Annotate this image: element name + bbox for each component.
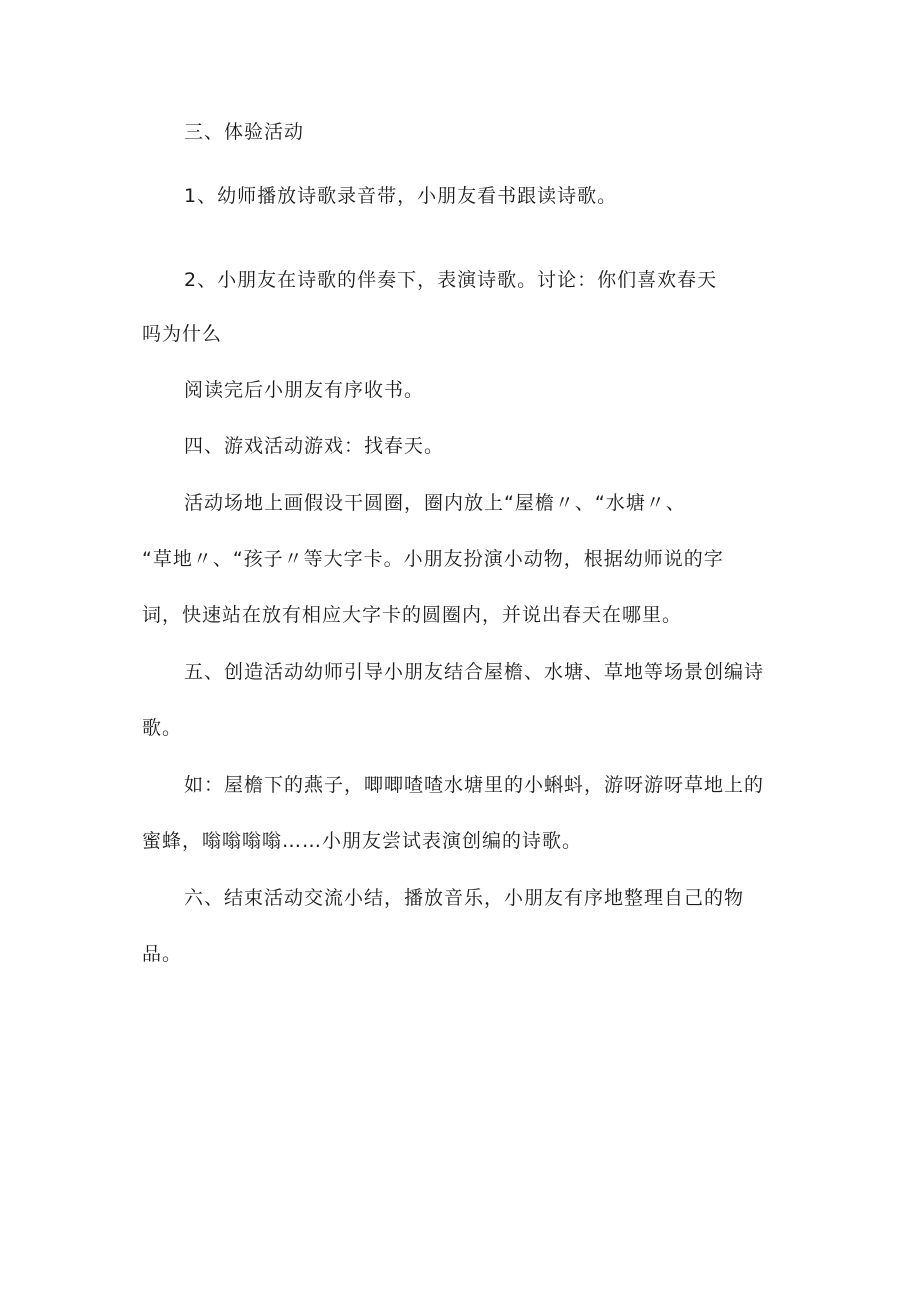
paragraph-line: 如：屋檐下的燕子，唧唧喳喳水塘里的小蝌蚪，游呀游呀草地上的 xyxy=(184,774,765,796)
paragraph-line: 活动场地上画假设干圆圈，圈内放上“屋檐〃、“水塘〃、 xyxy=(184,492,686,514)
paragraph-line: 阅读完后小朋友有序收书。 xyxy=(184,379,425,401)
section-heading-experience: 三、体验活动 xyxy=(184,121,305,143)
section-heading-game: 四、游戏活动游戏：找春天。 xyxy=(184,435,445,457)
paragraph-line: “草地〃、“孩子〃等大字卡。小朋友扮演小动物，根据幼师说的字 xyxy=(142,548,724,570)
paragraph-line: 品。 xyxy=(142,943,183,965)
section-heading-creative: 五、创造活动幼师引导小朋友结合屋檐、水塘、草地等场景创编诗 xyxy=(184,661,765,683)
paragraph-line: 词，快速站在放有相应大字卡的圆圈内，并说出春天在哪里。 xyxy=(142,604,683,626)
paragraph-line: 吗为什么 xyxy=(142,323,223,345)
paragraph-line: 1、幼师播放诗歌录音带，小朋友看书跟读诗歌。 xyxy=(184,185,618,207)
section-heading-ending: 六、结束活动交流小结，播放音乐，小朋友有序地整理自己的物 xyxy=(184,887,745,909)
paragraph-line: 2、小朋友在诗歌的伴奏下，表演诗歌。讨论：你们喜欢春天 xyxy=(184,269,718,291)
paragraph-line: 蜜蜂，嗡嗡嗡嗡……小朋友尝试表演创编的诗歌。 xyxy=(142,830,583,852)
paragraph-line: 歌。 xyxy=(142,717,183,739)
